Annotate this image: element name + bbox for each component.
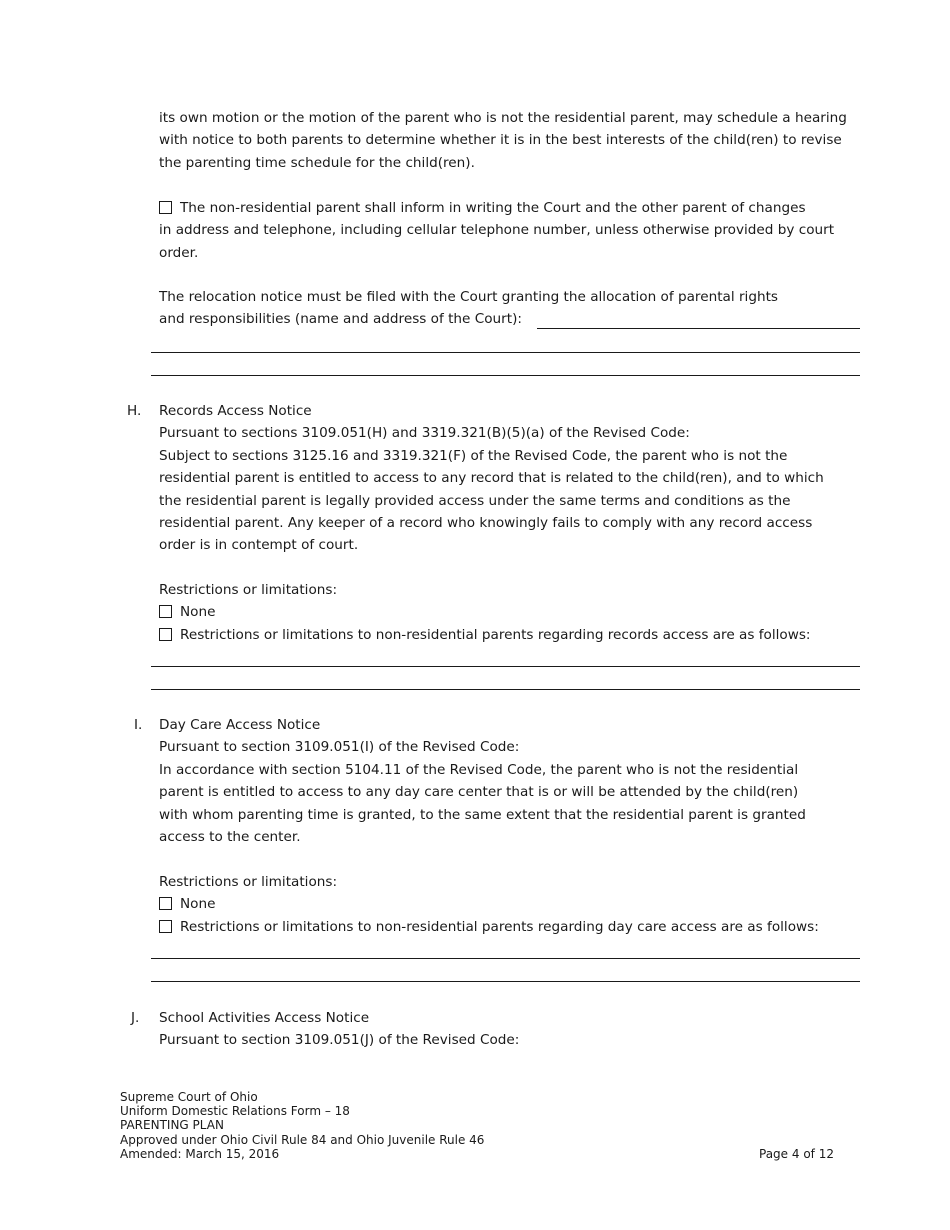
- page-footer: [120, 1090, 484, 1161]
- court-address-line[interactable]: [151, 352, 860, 353]
- section-h-body-line: order is in contempt of court.: [159, 537, 359, 554]
- section-h-title: Records Access Notice: [159, 403, 312, 419]
- section-h-answer-line[interactable]: [151, 689, 860, 690]
- section-h-body-line: the residential parent is legally provided access under the same terms and conditions as the: [159, 492, 791, 509]
- checkbox[interactable]: [159, 897, 172, 910]
- section-j-pursuant: Pursuant to section 3109.051(J) of the Revised Code:: [159, 1032, 520, 1049]
- inform-line: order.: [159, 244, 199, 261]
- section-h-restrictions-label: Restrictions or limitations:: [159, 582, 338, 598]
- section-i-option-restrictions[interactable]: Restrictions or limitations to non-residential parents regarding day care access are as follows:: [159, 916, 819, 938]
- section-h-letter: H.: [127, 403, 142, 419]
- checkbox[interactable]: [159, 628, 172, 641]
- section-i-restrictions-label: Restrictions or limitations:: [159, 874, 338, 890]
- inform-checkbox[interactable]: [159, 201, 172, 214]
- section-i-option-none[interactable]: None: [159, 893, 215, 915]
- section-h: [159, 400, 824, 557]
- court-address-line[interactable]: [151, 375, 860, 376]
- relocation-line: and responsibilities (name and address of the Court):: [159, 311, 522, 328]
- section-h-answer-line[interactable]: [151, 666, 860, 667]
- section-h-option-none[interactable]: None: [159, 601, 215, 623]
- footer-form: Uniform Domestic Relations Form – 18: [120, 1104, 350, 1119]
- section-h-body-line: residential parent is entitled to access to any record that is related to the child(ren), and to which: [159, 470, 824, 487]
- inform-line: in address and telephone, including cellular telephone number, unless otherwise provided by court: [159, 222, 835, 239]
- section-h-pursuant: Pursuant to sections 3109.051(H) and 3319.321(B)(5)(a) of the Revised Code:: [159, 425, 690, 442]
- section-j-letter: J.: [131, 1010, 140, 1026]
- footer-amended: Amended: March 15, 2016: [120, 1146, 280, 1161]
- intro-line: the parenting time schedule for the child(ren).: [159, 154, 475, 171]
- page-number: Page 4 of 12: [759, 1147, 834, 1161]
- intro-line: with notice to both parents to determine whether it is in the best interests of the child(ren) to revise: [159, 132, 842, 149]
- section-h-body-line: residential parent. Any keeper of a record who knowingly fails to comply with any record access: [159, 515, 813, 532]
- section-i-body-line: access to the center.: [159, 829, 301, 846]
- section-i: [159, 714, 806, 848]
- checkbox[interactable]: [159, 920, 172, 933]
- section-j: [159, 1007, 519, 1052]
- intro-line: its own motion or the motion of the parent who is not the residential parent, may schedule a hearing: [159, 110, 847, 126]
- section-i-answer-line[interactable]: [151, 981, 860, 982]
- section-h-body-line: Subject to sections 3125.16 and 3319.321(F) of the Revised Code, the parent who is not the: [159, 447, 788, 464]
- footer-court: Supreme Court of Ohio: [120, 1090, 258, 1104]
- section-i-body-line: with whom parenting time is granted, to the same extent that the residential parent is granted: [159, 806, 806, 823]
- intro-paragraph: [159, 107, 847, 174]
- section-i-title: Day Care Access Notice: [159, 717, 321, 733]
- checkbox[interactable]: [159, 605, 172, 618]
- section-i-answer-line[interactable]: [151, 958, 860, 959]
- footer-title: PARENTING PLAN: [120, 1118, 224, 1133]
- section-h-option-restrictions[interactable]: Restrictions or limitations to non-residential parents regarding records access are as follows:: [159, 624, 811, 646]
- inform-option: [159, 197, 834, 264]
- section-i-body-line: parent is entitled to access to any day care center that is or will be attended by the child(ren): [159, 784, 799, 801]
- section-i-pursuant: Pursuant to section 3109.051(I) of the Revised Code:: [159, 739, 520, 756]
- section-i-body-line: In accordance with section 5104.11 of the Revised Code, the parent who is not the residential: [159, 761, 799, 778]
- relocation-line: The relocation notice must be filed with the Court granting the allocation of parental rights: [159, 289, 778, 305]
- footer-approved: Approved under Ohio Civil Rule 84 and Ohio Juvenile Rule 46: [120, 1132, 485, 1147]
- section-i-letter: I.: [134, 717, 143, 733]
- inform-line: The non-residential parent shall inform in writing the Court and the other parent of changes: [180, 200, 806, 216]
- court-name-field[interactable]: [537, 328, 860, 329]
- relocation-notice: [159, 286, 778, 331]
- section-j-title: School Activities Access Notice: [159, 1010, 370, 1026]
